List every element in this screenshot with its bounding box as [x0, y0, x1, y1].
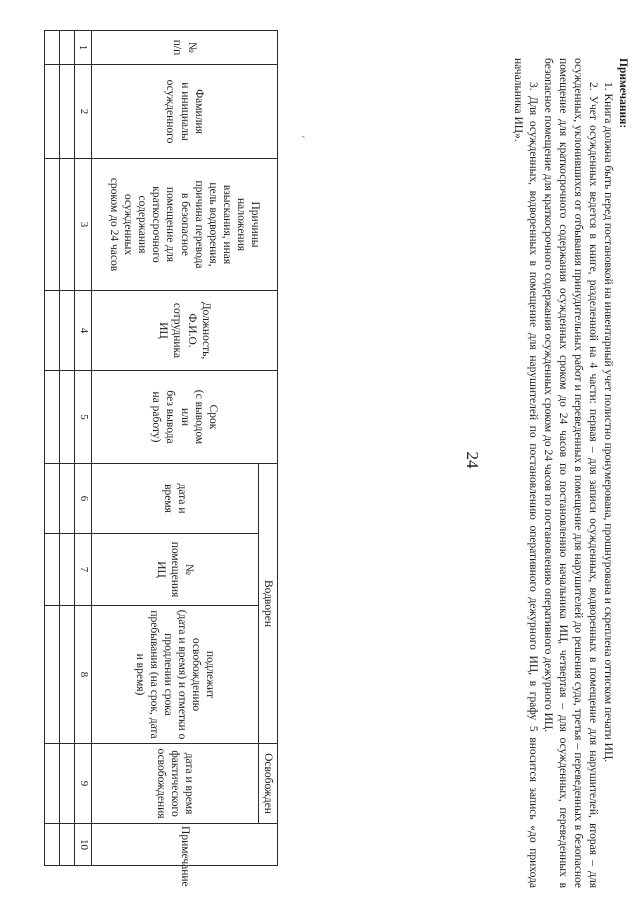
note-2: 2. Учет осужденных ведется в книге, разделенной на 4 части: первая – для записи осужденных, водворенных в помещение для нарушителей, вторая – для осужденных, уклонившихся от отбывания принудительных работ и переведенных в помещение для нарушителей до решения суда, третья – переведенных в безопасное помещение для краткосрочного содержания осужденных сроком до 24 часов по постановлению начальника ИЦ, четвертая – для осужденных, переведенных в безопасное помещение для краткосрочного содержания осужденных сроком до 24 часов по постановлению оперативного дежурного ИЦ. — [542, 58, 599, 888]
scan-mark: ‘ — [294, 135, 308, 139]
note-3: 3. Для осужденных, водворенных в помещение для нарушителей по постановлению оперативного дежурного ИЦ, в графу 5 вносится запись «до прихода начальника ИЦ». — [512, 58, 539, 888]
col-header-note: Примечание — [92, 824, 278, 866]
col-header-officer: Должность, Ф.И.О. сотрудника ИЦ — [92, 291, 278, 371]
col-header-release-due: подлежит освобождению (дата и время) и отметки о продлении срока пребывания (на срок, дата и время) — [92, 606, 259, 744]
column-numbers-row — [75, 31, 92, 866]
page-number: 24 — [463, 451, 482, 469]
notes-block — [510, 58, 630, 888]
group-header-released: Освобожден — [259, 744, 278, 824]
col-header-term: Срок (с выводом или без вывода на работу) — [92, 371, 278, 464]
note-1: 1. Книга должна быть перед постановкой на инвентарный учет полистно пронумерована, прошнурована и скреплена оттиском печати ИЦ. — [602, 82, 614, 763]
column-number: 5 — [75, 371, 92, 464]
col-header-room: № помещения ИЦ — [92, 534, 259, 606]
column-number: 1 — [75, 31, 92, 65]
journal-table — [44, 30, 278, 887]
col-header-name: Фамилия и инициалы осужденного — [92, 65, 278, 159]
column-number: 9 — [75, 744, 92, 824]
column-number: 6 — [75, 464, 92, 534]
col-header-number: № п/п — [92, 31, 278, 65]
col-header-datetime: дата и время — [92, 464, 259, 534]
column-number: 10 — [75, 824, 92, 866]
column-number: 4 — [75, 291, 92, 371]
column-number: 3 — [75, 159, 92, 291]
col-header-actual-release: дата и время фактического освобождения — [92, 744, 259, 824]
column-number: 7 — [75, 534, 92, 606]
col-header-reason: Причины наложения взыскания, иная цель водворения, причина перевода в безопасное помещение для краткосрочного содержания осужденных сроком до 24 часов — [92, 159, 278, 291]
group-header-placed: Водворен — [259, 464, 278, 744]
notes-title: Примечания: — [617, 58, 629, 129]
table-row — [60, 31, 75, 866]
column-number: 8 — [75, 606, 92, 744]
column-number: 2 — [75, 65, 92, 159]
table-row — [45, 31, 60, 866]
header-group-row — [259, 31, 278, 866]
